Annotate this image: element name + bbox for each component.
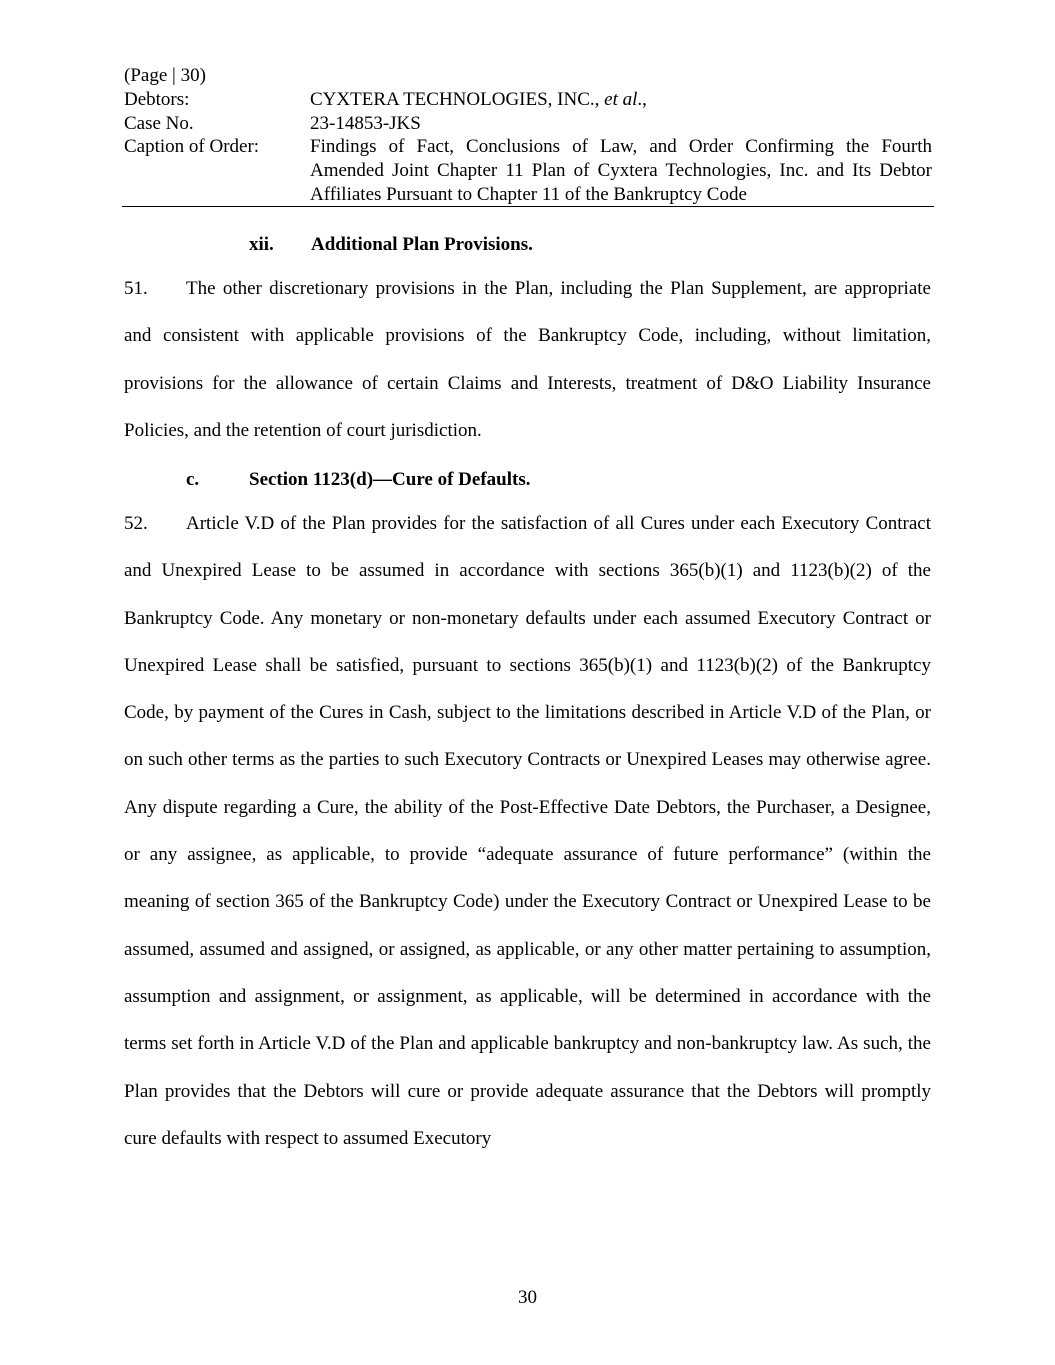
debtors-suffix: ., [637,89,647,110]
case-label: Case No. [124,113,194,134]
debtors-label: Debtors: [124,89,190,110]
debtors-value [310,88,932,112]
case-value: 23-14853-JKS [310,113,421,134]
debtors-etal: et al [604,89,638,110]
paragraph-number: 51. [124,278,148,299]
caption-value: Findings of Fact, Conclusions of Law, and Order Confirming the Fourth Amended Joint Chapter 11 Plan of Cyxtera Technologies, Inc. and Its Debtor Affiliates Pursuant to Chapter 11 of the Bankruptcy Code [310,136,932,205]
header-divider [122,206,934,207]
page-number: 30 [518,1287,537,1308]
caption-label: Caption of Order: [124,136,260,157]
paragraph-text: Article V.D of the Plan provides for the satisfaction of all Cures under each Executory Contract and Unexpired Lease to be assumed in accordance with sections 365(b)(1) and 1123(b)(2) of the Bankruptcy Code. Any monetary or non-monetary defaults under each assumed Executory Contract or Unexpired Lease shall be satisfied, pursuant to sections 365(b)(1) and 1123(b)(2) of the Bankruptcy Code, by payment of the Cures in Cash, subject to the limitations described in Article V.D of the Plan, or on such other terms as the parties to such Executory Contracts or Unexpired Leases may otherwise agree. Any dispute regarding a Cure, the ability of the Post-Effective Date Debtors, the Purchaser, a Designee, or any assignee, as applicable, to provide “adequate assurance of future performance” (within the meaning of section 365 of the Bankruptcy Code) under the Executory Contract or Unexpired Lease to be assumed, assumed and assigned, or assigned, as applicable, or any other matter pertaining to assumption, assumption and assignment, or assignment, as applicable, will be determined in accordance with the terms set forth in Article V.D of the Plan and applicable bankruptcy and non-bankruptcy law. As such, the Plan provides that the Debtors will cure or provide adequate assurance that the Debtors will promptly cure defaults with respect to assumed Executory [124,513,931,1149]
paragraph-number: 52. [124,513,148,534]
section-marker: xii. [249,234,274,255]
paragraph-51 [124,265,931,454]
paragraph-text: The other discretionary provisions in the Plan, including the Plan Supplement, are appropriate and consistent with applicable provisions of the Bankruptcy Code, including, without limitation, provisions for the allowance of certain Claims and Interests, treatment of D&O Liability Insurance Policies, and the retention of court jurisdiction. [124,278,931,441]
paragraph-52 [124,500,931,1162]
section-marker: c. [186,469,200,490]
debtors-name: CYXTERA TECHNOLOGIES, INC., [310,89,600,110]
section-title: Section 1123(d)—Cure of Defaults. [249,469,531,490]
page-label: (Page | 30) [124,65,206,86]
section-title: Additional Plan Provisions. [311,234,533,255]
